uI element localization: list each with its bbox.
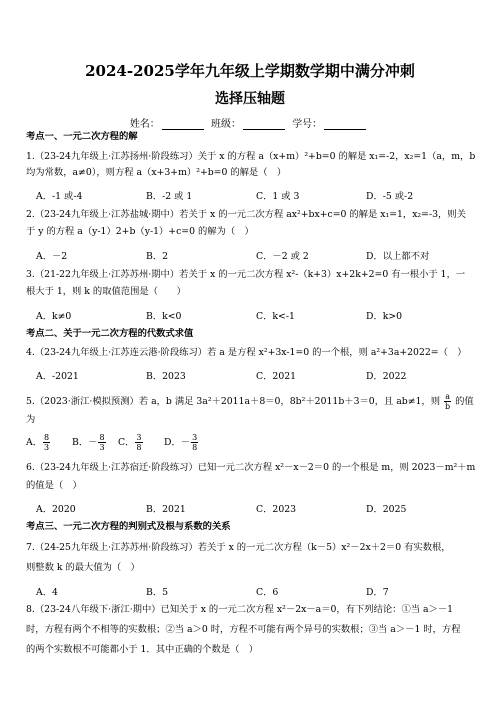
q3-option-d[interactable]: D．k>0 [366, 311, 403, 322]
q5-option-a-den: 3 [44, 443, 50, 452]
q3-option-c[interactable]: C．k<-1 [256, 311, 295, 322]
q6-options [36, 501, 476, 515]
class-field[interactable] [243, 119, 285, 130]
q6-option-d[interactable]: D．2025 [366, 504, 407, 515]
student-info-row [0, 115, 500, 130]
page-subtitle: 选择压轴题 [215, 91, 285, 107]
q6-option-b[interactable]: B．2021 [146, 504, 186, 515]
q5-options [26, 433, 466, 452]
q5-text-b: 的值 [455, 396, 474, 407]
q3-option-a[interactable]: A．k≠0 [36, 311, 72, 322]
q5-option-b[interactable] [72, 433, 118, 452]
name-label: 姓名： [129, 119, 160, 130]
q7-option-a[interactable]: A．4 [36, 587, 58, 598]
q5-line-1 [26, 392, 484, 411]
q4-option-c[interactable]: C．2021 [256, 371, 297, 382]
q6-option-c[interactable]: C．2023 [256, 504, 297, 515]
q1-option-c[interactable]: C．1 或 3 [256, 191, 300, 202]
q1-line-2: 均为常数，a≠0），则方程 a（x+3+m）²+b=0 的解是（ ） [26, 167, 287, 178]
q7-option-c[interactable]: C．6 [256, 587, 279, 598]
q5-option-c[interactable] [118, 433, 164, 452]
q2-line-2: 于 y 的方程 a（y-1）2+b（y-1）+c=0 的解为（ ） [26, 226, 254, 237]
q5-option-b-label: B．－ [72, 437, 98, 448]
q1-option-d[interactable]: D．-5 或-2 [366, 191, 414, 202]
q2-option-b[interactable]: B．2 [146, 251, 169, 262]
q4-options [36, 368, 476, 382]
q3-option-b[interactable]: B．k<0 [146, 311, 182, 322]
q2-line-1: 2.（23-24九年级上·江苏盐城·期中）若关于 x 的一元二次方程 ax²+bx+c=0 的解是 x₁=1，x₂=-3，则关 [26, 209, 466, 220]
q5-option-a[interactable] [26, 433, 72, 452]
q5-option-d-frac [191, 433, 198, 452]
q6-line-1: 6.（23-24九年级上·江苏宿迁·阶段练习）已知一元二次方程 x²－x－2＝0 的一个根是 m，则 2023－m²＋m [26, 462, 476, 473]
section-heading-1: 考点一、一元二次方程的解 [26, 131, 138, 142]
section-heading-2: 考点二、关于一元二次方程的代数式求值 [26, 328, 194, 339]
id-field[interactable] [324, 119, 366, 130]
q2-options [36, 248, 476, 262]
q3-line-2: 根大于 1，则 k 的取值范围是（ ） [26, 286, 186, 297]
class-label: 班级： [211, 119, 241, 130]
q3-line-1: 3.（21-22九年级上·江苏苏州·期中）若关于 x 的一元二次方程 x²-（k+3）x+2k+2=0 有一根小于 1，一 [26, 269, 466, 280]
q2-option-a[interactable]: A．－2 [36, 251, 68, 262]
q2-option-c[interactable]: C．－2 或 2 [256, 251, 309, 262]
q6-line-2: 的值是（ ） [26, 480, 82, 491]
q1-option-b[interactable]: B．-2 或 1 [146, 191, 193, 202]
q5-option-c-frac [135, 433, 142, 452]
name-field[interactable] [162, 119, 204, 130]
q5-frac-num: a [445, 392, 450, 401]
q1-option-a[interactable]: A．-1 或-4 [36, 191, 83, 202]
q5-text-a: 5.（2023·浙江·模拟预测）若 a，b 满足 3a²＋2011a＋8＝0，8b²＋2011b＋3＝0，且 ab≠1，则 [26, 396, 441, 407]
q5-option-d-den: 8 [192, 443, 198, 452]
q5-option-b-num: 8 [99, 433, 105, 442]
q1-line-1: 1.（23-24九年级上·江苏扬州·阶段练习）关于 x 的方程 a（x+m）²+b=0 的解是 x₁=-2，x₂=1（a，m，b [26, 151, 476, 162]
q7-line-2: 则整数 k 的最大值为（ ） [26, 562, 140, 573]
q2-option-d[interactable]: D．以上都不对 [366, 251, 430, 262]
q5-line-2: 为 [26, 414, 36, 425]
page-title: 2024-2025学年九年级上学期数学期中满分冲刺 [85, 62, 415, 80]
q6-option-a[interactable]: A．2020 [36, 504, 76, 515]
q8-line-3: 的两个实数根不可能都小于 1．其中正确的个数是（ ） [26, 644, 258, 655]
q8-line-2: 时，方程有两个不相等的实数根；②当 a＞0 时，方程不可能有两个异号的实数根；③当 a＞－1 时，方程 [26, 624, 461, 635]
q4-option-a[interactable]: A．-2021 [36, 371, 79, 382]
q5-option-d[interactable] [164, 433, 210, 452]
q4-option-b[interactable]: B．2023 [146, 371, 186, 382]
q4-line-1: 4.（23-24九年级上·江苏连云港·阶段练习）若 a 是方程 x²+3x-1=0 的一个根，则 a²+3a+2022=（ ） [26, 347, 467, 358]
q5-option-c-num: 3 [136, 433, 142, 442]
q5-option-c-den: 8 [136, 443, 142, 452]
q5-option-d-num: 3 [192, 433, 198, 442]
q5-option-a-num: 8 [44, 433, 50, 442]
q7-option-b[interactable]: B．5 [146, 587, 169, 598]
q5-option-d-label: D．－ [164, 437, 191, 448]
q5-frac-den: b [445, 402, 451, 411]
section-heading-3: 考点三、一元二次方程的判别式及根与系数的关系 [26, 521, 231, 532]
q5-fraction [444, 392, 451, 411]
q5-option-b-frac [98, 433, 105, 452]
q3-options [36, 308, 476, 322]
q5-option-a-label: A． [26, 437, 43, 448]
id-label: 学号： [292, 119, 323, 130]
q7-option-d[interactable]: D．7 [366, 587, 389, 598]
q7-line-1: 7.（24-25九年级上·江苏苏州·阶段练习）若关于 x 的一元二次方程（k－5）x²－2x＋2＝0 有实数根， [26, 542, 451, 553]
q5-option-b-den: 3 [99, 443, 105, 452]
q7-options [36, 584, 476, 598]
q4-option-d[interactable]: D．2022 [366, 371, 407, 382]
q5-option-c-label: C． [118, 437, 135, 448]
q8-line-1: 8.（23-24八年级下·浙江·期中）已知关于 x 的一元二次方程 x²－2x－a＝0，有下列结论：①当 a＞－1 [26, 604, 454, 615]
q1-options [36, 188, 476, 202]
q5-option-a-frac [43, 433, 50, 452]
